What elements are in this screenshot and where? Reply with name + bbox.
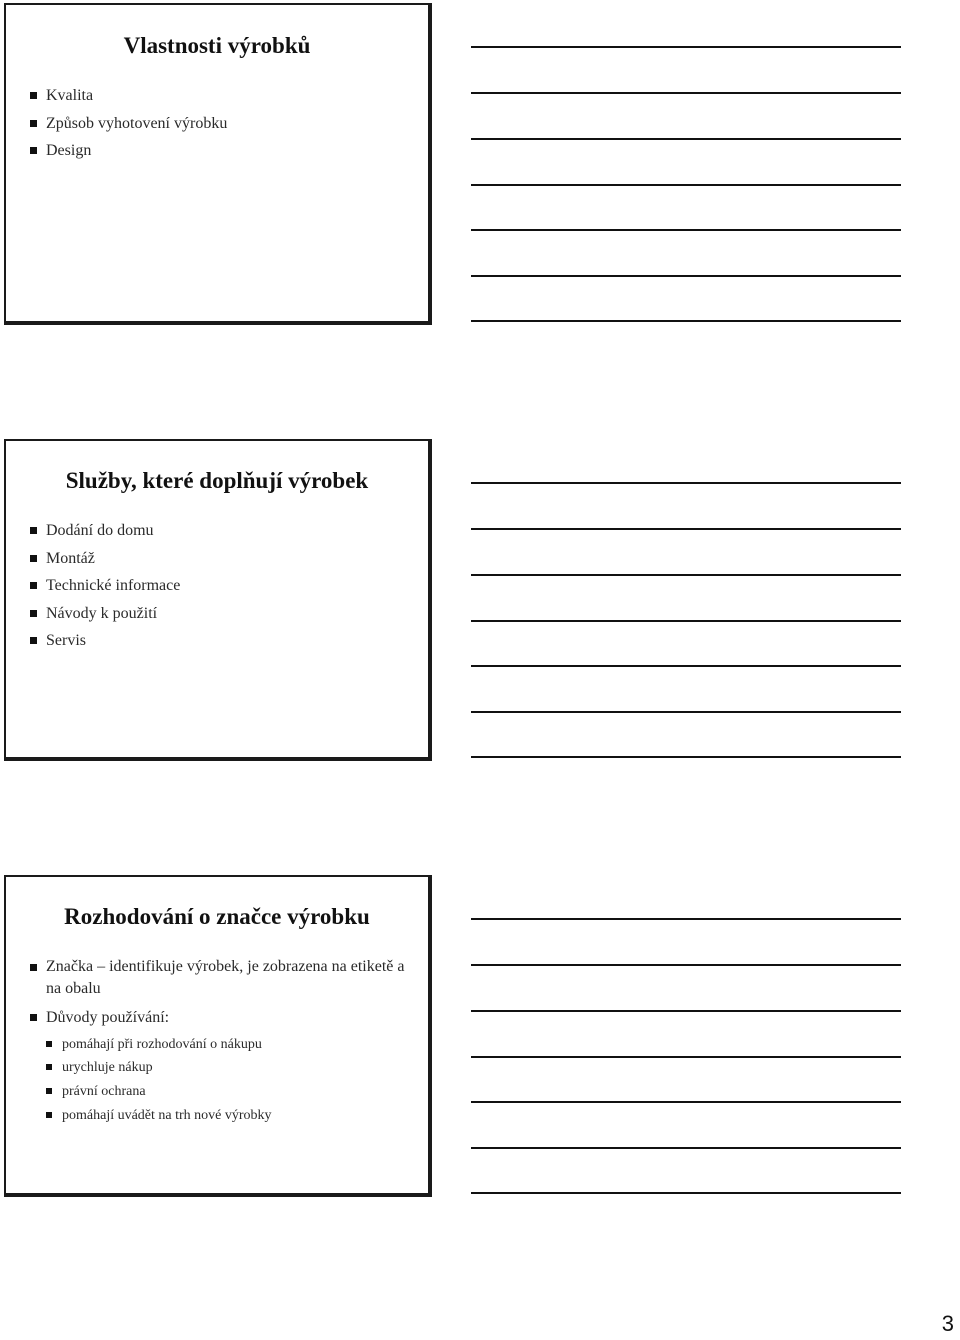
note-line [471,1147,901,1149]
list-item-text: Design [46,142,92,159]
list-item-text: Dodání do domu [46,522,154,539]
note-line [471,1010,901,1012]
list-item [30,600,412,628]
bullet-list [30,517,412,655]
list-item-text: Servis [46,632,86,649]
list-item-text: Montáž [46,549,95,567]
bullet-list [30,954,412,1127]
list-item-text: Kvalita [46,87,94,104]
slide-title: Vlastnosti výrobků [123,33,311,58]
bullet-square-icon [30,120,37,127]
note-line [471,1101,901,1103]
note-line [471,320,901,322]
slide-title: Rozhodování o značce výrobku [64,904,370,929]
list-item [30,517,412,545]
list-item [30,545,412,573]
list-item [30,627,412,655]
list-item [30,956,412,1000]
bullet-list [30,82,412,165]
note-line [471,620,901,622]
note-line [471,229,901,231]
bullet-square-icon [30,637,37,644]
list-item-text: Způsob vyhotovení výrobku [46,114,228,132]
note-line [471,711,901,713]
list-item-text: Značka – identifikuje výrobek, je zobrazena na etiketě a na obalu [46,958,405,997]
bullet-square-icon [30,582,37,589]
list-item-text: Technické informace [46,577,181,594]
sub-list-item [46,1080,412,1104]
bullet-square-icon [46,1112,52,1118]
note-line [471,1192,901,1194]
bullet-square-icon [30,1014,37,1021]
sub-list-item-text: pomáhají uvádět na trh nové výrobky [62,1107,272,1123]
list-item [30,137,412,165]
bullet-square-icon [30,92,37,99]
slide-2 [4,439,432,761]
note-line [471,92,901,94]
list-item [30,82,412,110]
sub-bullet-list [46,1033,412,1128]
note-line [471,46,901,48]
sub-list-item [46,1033,412,1057]
bullet-square-icon [30,147,37,154]
bullet-square-icon [46,1088,52,1094]
list-item [30,110,412,138]
list-item [30,572,412,600]
list-item [30,1004,412,1127]
note-line [471,138,901,140]
note-line [471,665,901,667]
list-item-text: Návody k použití [46,604,158,622]
sub-list-item-text: pomáhají při rozhodování o nákupu [62,1036,262,1052]
bullet-square-icon [30,610,37,617]
bullet-square-icon [30,964,37,971]
slide-1 [4,3,432,325]
bullet-square-icon [30,555,37,562]
slide-title: Služby, které doplňují výrobek [65,468,369,493]
bullet-square-icon [30,527,37,534]
page-number: 3 [941,1311,954,1336]
sub-list-item-text: urychluje nákup [62,1060,153,1076]
bullet-square-icon [46,1064,52,1070]
note-line [471,918,901,920]
note-line [471,756,901,758]
note-line [471,528,901,530]
note-line [471,184,901,186]
sub-list-item-text: právní ochrana [62,1083,146,1099]
note-line [471,574,901,576]
bullet-square-icon [46,1041,52,1047]
sub-list-item [46,1056,412,1080]
note-line [471,482,901,484]
note-line [471,275,901,277]
slide-3 [4,875,432,1197]
note-line [471,1056,901,1058]
note-line [471,964,901,966]
list-item-text: Důvody používání: [46,1009,170,1026]
sub-list-item [46,1104,412,1128]
